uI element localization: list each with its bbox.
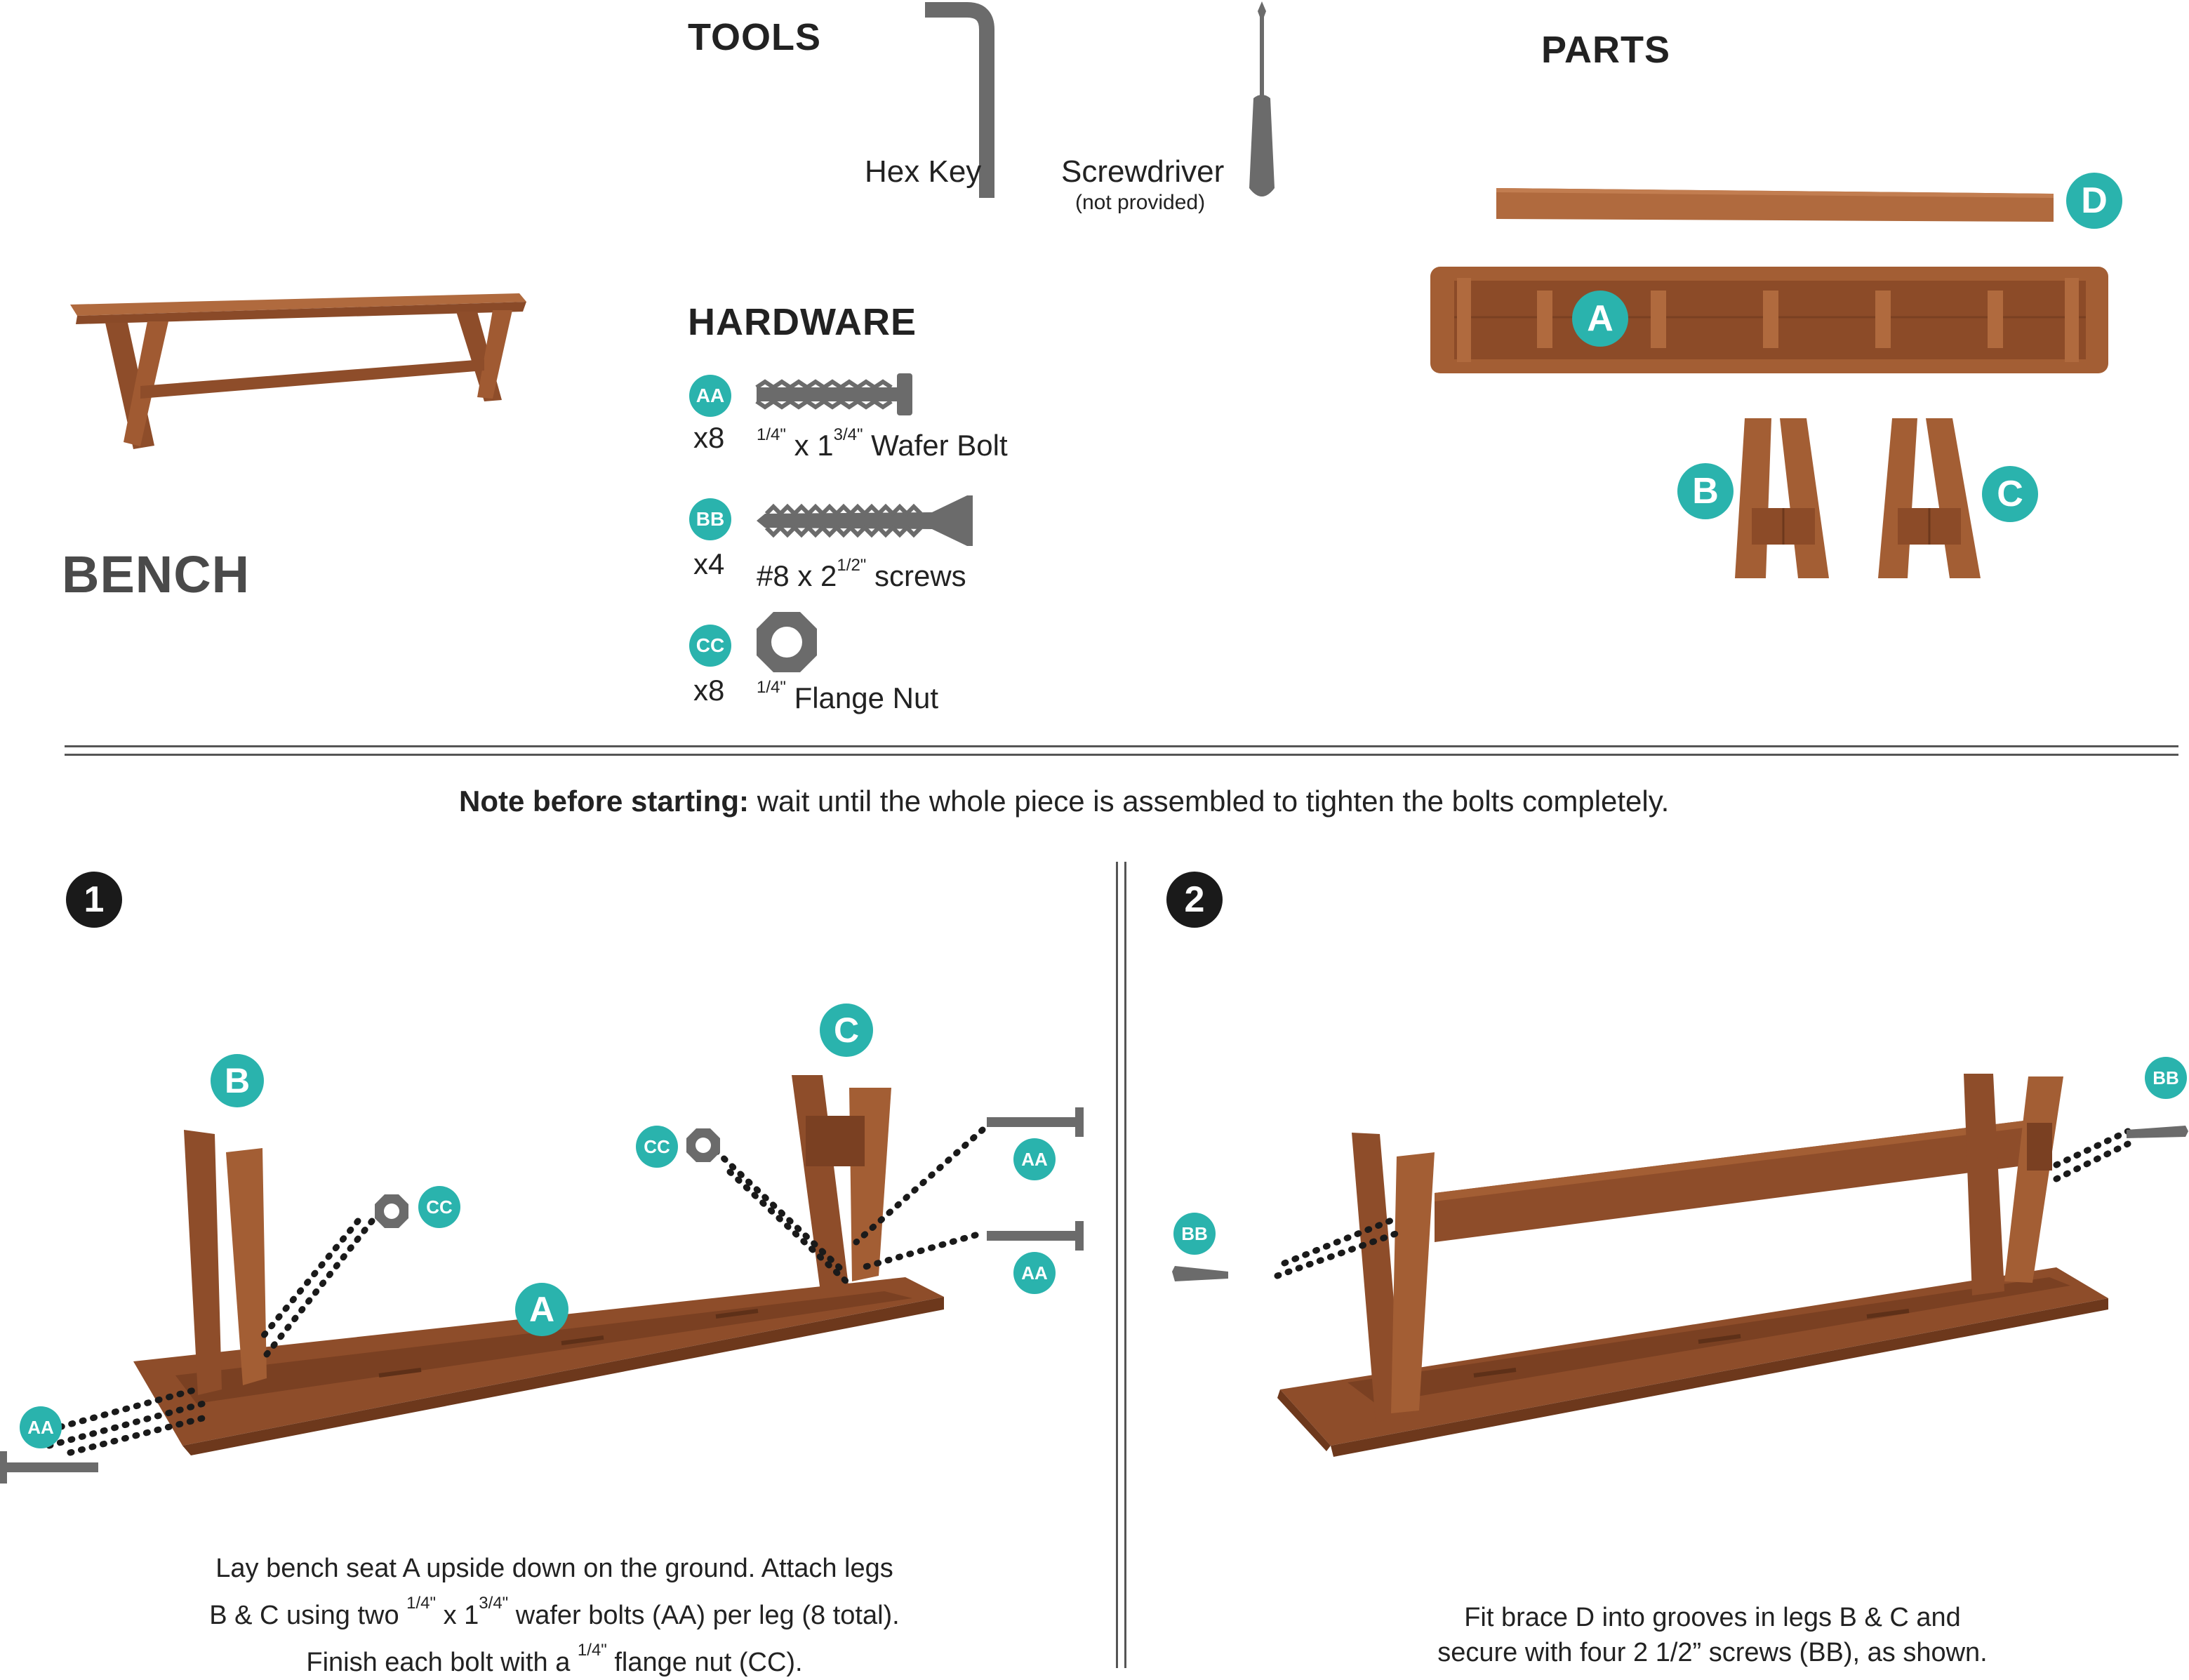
step-1-caption-line2-b: x 1 [443,1601,479,1630]
screwdriver-note: (not provided) [1075,191,1206,214]
note-text: wait until the whole piece is assembled to tighten the bolts completely. [749,785,1670,818]
hardware-label-bb [757,556,966,593]
step-1-caption-line2-a: B & C using two [209,1601,399,1630]
step-2-illustration [1165,1053,2189,1474]
hardware-label-aa [757,425,1008,462]
step-divider [1116,862,1118,1668]
section-divider-top [65,745,2178,747]
hardware-badge-cc: CC [689,625,731,667]
hardware-label-cc [757,678,938,715]
hardware-bb-name: screws [874,559,966,592]
step-1-label-aa-left: AA [20,1406,62,1448]
step-1-number: 1 [66,872,122,928]
part-d-badge: D [2066,173,2122,229]
tools-heading: TOOLS [688,16,822,58]
part-a-seat [1429,265,2110,375]
step-1-illustration [0,1011,1095,1502]
step-1-caption-line1: Lay bench seat A upside down on the ground. Attach legs [215,1554,893,1583]
step-1-label-c: C [820,1004,873,1057]
part-b-leg [1724,417,1836,580]
bench-title: BENCH [62,545,251,604]
screw-icon [757,491,974,550]
step-1-caption-line3 [140,1633,969,1680]
parts-heading: PARTS [1541,29,1671,71]
step-1-caption-line2-f2: 3/4" [479,1594,509,1613]
hardware-qty-bb: x4 [693,547,725,580]
hardware-bb-prefix: #8 x 2 [757,559,837,592]
hardware-bb-frac1: 1/2" [837,556,867,575]
part-c-leg [1874,417,1986,580]
part-b-badge: B [1677,463,1734,519]
hardware-badge-bb: BB [689,498,731,540]
step-2-label-bb-left: BB [1173,1213,1216,1255]
step-1-caption-line2-f1: 1/4" [406,1594,437,1613]
wafer-bolt-icon [757,372,925,418]
hardware-heading: HARDWARE [688,301,917,343]
step-2-caption-line1: Fit brace D into grooves in legs B & C and [1464,1603,1961,1632]
step-1-label-aa-top: AA [1013,1138,1056,1180]
section-divider-bottom [65,754,2178,756]
part-d-brace [1495,187,2056,223]
part-c-badge: C [1982,466,2038,522]
step-2-number: 2 [1166,872,1223,928]
step-1-caption [140,1551,969,1680]
hardware-badge-aa: AA [689,375,731,417]
step-1-label-b: B [211,1054,264,1107]
note-line [459,785,1669,818]
hardware-aa-frac2: 3/4" [833,425,863,444]
hardware-aa-mid: x 1 [794,429,834,462]
hardware-aa-name: Wafer Bolt [871,429,1008,462]
hardware-cc-frac1: 1/4" [757,678,786,697]
step-2-caption-line2: secure with four 2 1/2” screws (BB), as shown. [1437,1638,1988,1667]
hardware-cc-name: Flange Nut [794,681,939,714]
bench-overview-illustration [63,281,526,456]
step-1-caption-line2 [140,1586,969,1633]
step-1-caption-line3-b: flange nut (CC). [614,1648,803,1677]
hardware-qty-cc: x8 [693,674,725,707]
hardware-aa-frac1: 1/4" [757,425,786,444]
part-a-badge: A [1572,291,1628,347]
note-bold: Note before starting: [459,785,750,818]
step-1-caption-line3-f: 1/4" [577,1641,607,1660]
hex-key-label: Hex Key [865,154,982,189]
step-1-caption-line3-a: Finish each bolt with a [306,1648,571,1677]
step-divider-2 [1124,862,1126,1668]
screwdriver-icon [1241,0,1283,204]
screwdriver-label: Screwdriver [1061,154,1225,189]
step-1-label-aa-bottom: AA [1013,1252,1056,1294]
step-1-label-a: A [515,1283,568,1336]
step-1-label-cc-right: CC [636,1126,678,1168]
step-2-caption [1333,1600,2091,1670]
hardware-qty-aa: x8 [693,421,725,454]
step-1-label-cc-left: CC [418,1186,460,1228]
step-2-label-bb-right: BB [2145,1057,2187,1099]
flange-nut-icon [755,611,818,674]
step-1-caption-line2-c: wafer bolts (AA) per leg (8 total). [515,1601,900,1630]
